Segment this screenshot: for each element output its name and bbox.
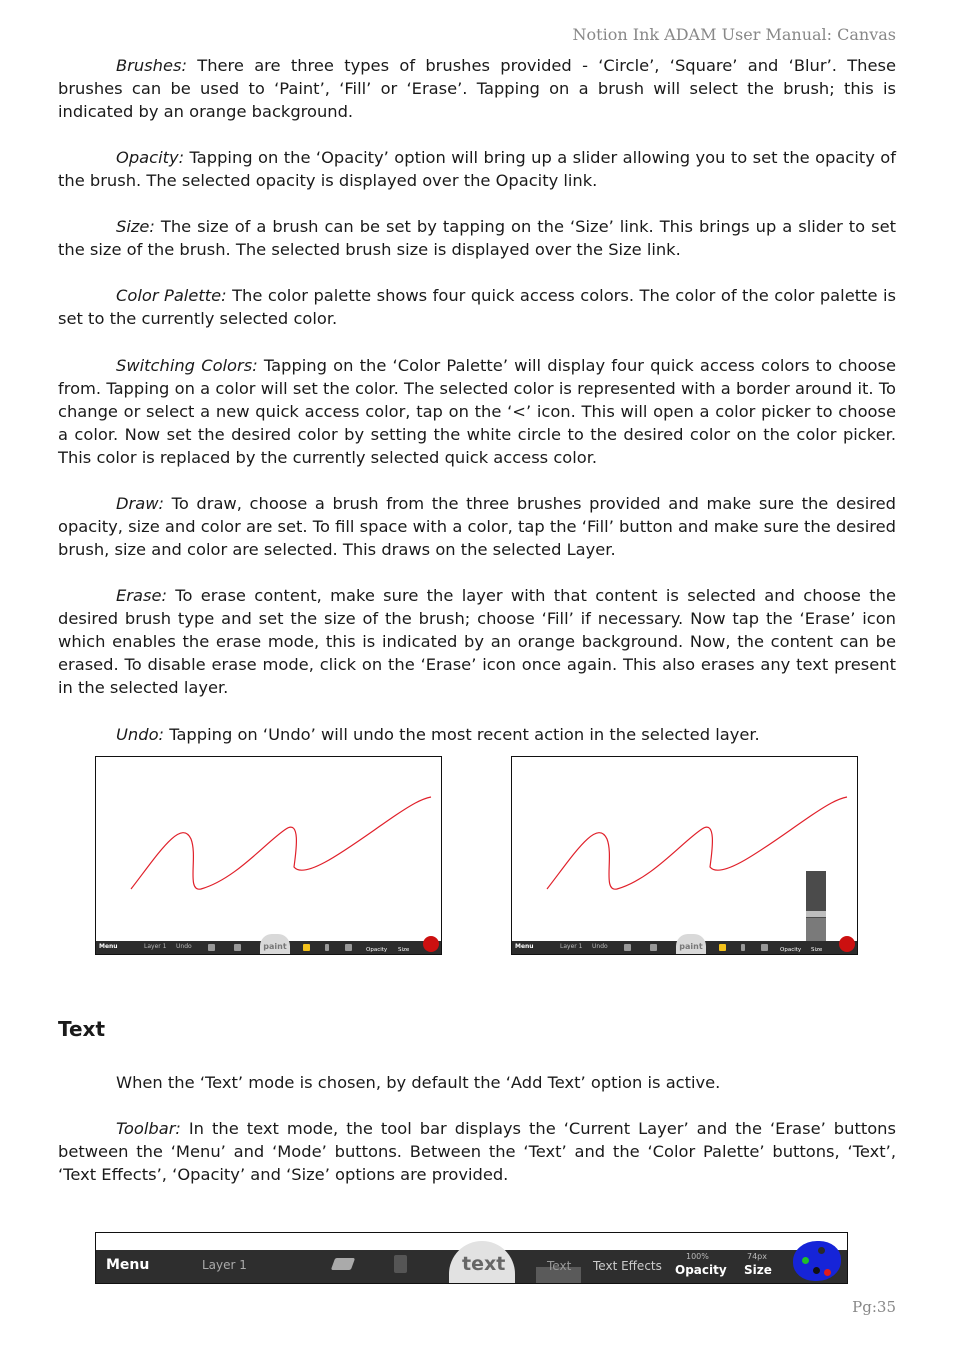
color-palette-icon[interactable]: [839, 936, 855, 952]
paragraph-draw: [58, 492, 896, 561]
canvas-screenshot-before: [95, 756, 442, 955]
red-swatch: [824, 1269, 831, 1276]
opacity-button[interactable]: Opacity: [780, 947, 802, 953]
term: Opacity:: [116, 148, 185, 167]
text-button[interactable]: Text: [547, 1259, 572, 1273]
paragraph-size: [58, 215, 896, 261]
paragraph-text: In the text mode, the tool bar displays the ‘Current Layer’ and the ‘Erase’ buttons between the ‘Menu’ and ‘Mode’ buttons. Between the ‘Text’ and the ‘Color Palette’ buttons, ‘Text’, ‘Text Effects’, ‘Opacity’ and ‘Size’ options are provided.: [58, 1119, 896, 1184]
paragraph-brushes: [58, 54, 896, 123]
black-swatch: [818, 1247, 825, 1254]
undo-button[interactable]: Undo: [592, 943, 608, 950]
paragraph-opacity: [58, 146, 896, 192]
opacity-button[interactable]: Opacity: [675, 1263, 727, 1277]
paragraph-toolbar: [58, 1117, 896, 1186]
canvas-screenshot-size-slider: [511, 756, 858, 955]
size-button[interactable]: Size: [744, 1263, 772, 1277]
term: Draw:: [116, 494, 165, 513]
menu-button[interactable]: Menu: [99, 943, 118, 950]
canvas-toolbar: [96, 941, 441, 954]
opacity-value: 100%: [686, 1252, 709, 1261]
canvas-toolbar: [512, 941, 857, 954]
paragraph-text-intro: [58, 1071, 896, 1094]
size-value: 74px: [747, 1252, 767, 1261]
bucket-icon[interactable]: [650, 944, 657, 951]
term: Brushes:: [116, 56, 187, 75]
opacity-button[interactable]: Opacity: [366, 947, 388, 953]
term: Toolbar:: [116, 1119, 181, 1138]
menu-button[interactable]: Menu: [515, 943, 534, 950]
circle-brush-icon[interactable]: [303, 944, 310, 951]
red-stroke-drawing: [96, 757, 441, 942]
size-button[interactable]: Size: [398, 947, 410, 953]
text-effects-button[interactable]: Text Effects: [593, 1259, 662, 1273]
mode-button[interactable]: paint: [676, 934, 706, 954]
color-palette-icon[interactable]: [423, 936, 439, 952]
paragraph-text: The size of a brush can be set by tapping on the ‘Size’ link. This brings up a slider to set the size of the brush. The selected brush size is displayed over the Size link.: [58, 217, 896, 259]
paragraph-text: When the ‘Text’ mode is chosen, by default the ‘Add Text’ option is active.: [116, 1073, 721, 1092]
mode-button[interactable]: paint: [260, 934, 290, 954]
paragraph-text: To draw, choose a brush from the three brushes provided and make sure the desired opacity, size and color are set. To fill space with a color, tap the ‘Fill’ button and make sure the desired brush, size and color are selected. This draws on the selected Layer.: [58, 494, 896, 559]
term: Erase:: [116, 586, 167, 605]
text-mode-toolbar-screenshot: [95, 1232, 848, 1284]
paragraph-color-palette: [58, 284, 896, 330]
paragraph-text: Tapping on ‘Undo’ will undo the most recent action in the selected layer.: [164, 725, 760, 744]
term: Color Palette:: [116, 286, 227, 305]
black-swatch: [813, 1267, 820, 1274]
bucket-icon[interactable]: [234, 944, 241, 951]
circle-brush-icon[interactable]: [719, 944, 726, 951]
layer-button[interactable]: Layer 1: [144, 943, 167, 950]
paragraph-text: Tapping on the ‘Opacity’ option will bring up a slider allowing you to set the opacity of the brush. The selected opacity is displayed over the Opacity link.: [58, 148, 896, 190]
eraser-icon[interactable]: [208, 944, 215, 951]
paragraph-text: The color palette shows four quick access colors. The color of the color palette is set to the currently selected color.: [58, 286, 896, 328]
paragraph-text: There are three types of brushes provided - ‘Circle’, ‘Square’ and ‘Blur’. These brushes can be used to ‘Paint’, ‘Fill’ or ‘Erase’. Tapping on a brush will select the brush; this is indicated by an orange background.: [58, 56, 896, 121]
undo-button[interactable]: Undo: [176, 943, 192, 950]
term: Undo:: [116, 725, 165, 744]
size-button[interactable]: Size: [811, 947, 823, 953]
green-swatch: [802, 1257, 809, 1264]
square-brush-icon[interactable]: [325, 944, 329, 951]
paragraph-switching-colors: [58, 354, 896, 469]
color-palette-icon[interactable]: [793, 1241, 841, 1281]
blur-brush-icon[interactable]: [761, 944, 768, 951]
menu-button[interactable]: Menu: [106, 1257, 150, 1273]
page-number: Pg:35: [852, 1298, 896, 1316]
bucket-icon[interactable]: [394, 1255, 407, 1273]
square-brush-icon[interactable]: [741, 944, 745, 951]
paragraph-text: To erase content, make sure the layer with that content is selected and choose the desired brush type and set the size of the brush; choose ‘Fill’ if necessary. Now tap the ‘Erase’ icon which enables the erase mode, this is indicated by an orange background. Now, the content can be erased. To disable erase mode, click on the ‘Erase’ icon once again. This also erases any text present in the selected layer.: [58, 586, 896, 697]
blur-brush-icon[interactable]: [345, 944, 352, 951]
current-layer-button[interactable]: Layer 1: [202, 1258, 247, 1272]
layer-button[interactable]: Layer 1: [560, 943, 583, 950]
paragraph-undo: [58, 723, 896, 746]
mode-label: text: [462, 1253, 506, 1275]
section-title: Text: [58, 1017, 106, 1041]
size-slider-knob[interactable]: [806, 911, 826, 917]
term: Size:: [116, 217, 155, 236]
paragraph-erase: [58, 584, 896, 699]
paragraph-text: Tapping on the ‘Color Palette’ will display four quick access colors to choose from. Tapping on a color will set the color. The selected color is represented with a border around it. To change or select a new quick access color, tap on the ‘<’ icon. This will open a color picker to choose a color. Now set the desired color by setting the white circle to the desired color on the color picker. This color is replaced by the currently selected quick access color.: [58, 356, 896, 467]
term: Switching Colors:: [116, 356, 258, 375]
page-header: Notion Ink ADAM User Manual: Canvas: [572, 25, 896, 44]
eraser-icon[interactable]: [624, 944, 631, 951]
